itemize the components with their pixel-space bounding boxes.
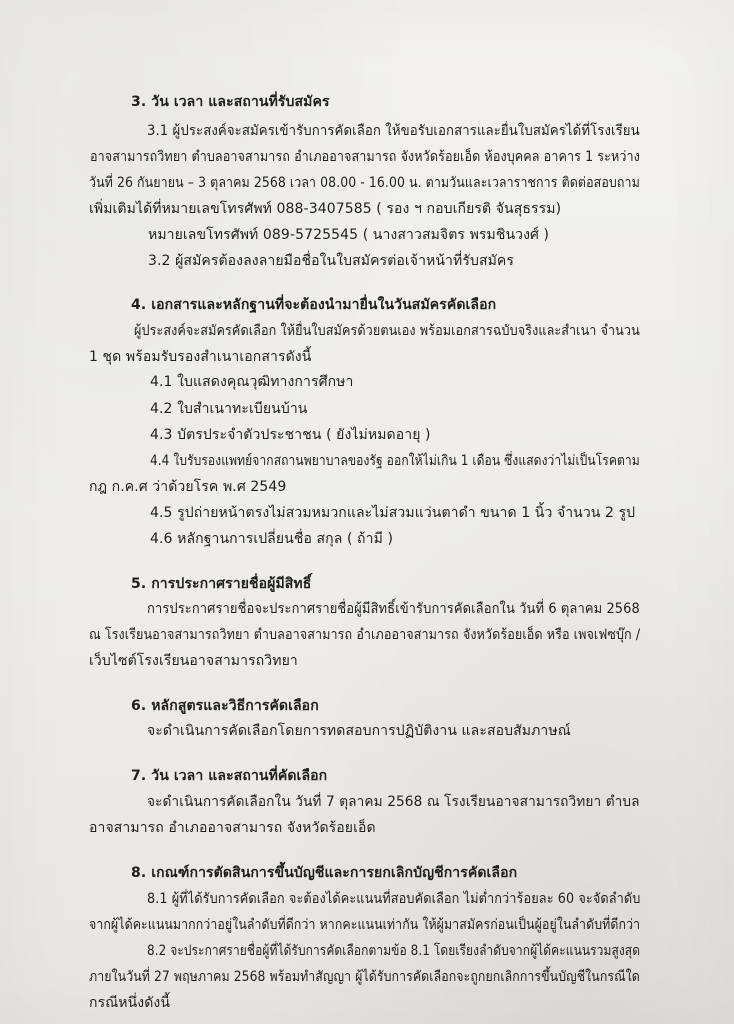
section-4-item-5: 4.5 รูปถ่ายหน้าตรงไม่สวมหมวกและไม่สวมแว่นตาดำ ขนาด 1 นิ้ว จำนวน 2 รูป — [150, 505, 636, 521]
section-8-heading: 8. เกณฑ์การตัดสินการขึ้นบัญชีและการยกเลิกบัญชีการคัดเลือก — [131, 865, 518, 881]
section-3-paragraph-1-line-2: อาจสามารถวิทยา ตำบลอาจสามารถ อำเภออาจสามารถ จังหวัดร้อยเอ็ด ห้องบุคคล อาคาร 1 ระหว่าง — [90, 149, 640, 165]
section-4-item-4-line-1: 4.4 ใบรับรองแพทย์จากสถานพยาบาลของรัฐ ออกให้ไม่เกิน 1 เดือน ซึ่งแสดงว่าไม่เป็นโรคตาม — [150, 453, 640, 469]
section-4-item-3: 4.3 บัตรประจำตัวประชาชน ( ยังไม่หมดอายุ ) — [150, 427, 431, 443]
section-5-line-1: การประกาศรายชื่อจะประกาศรายชื่อผู้มีสิทธิ์เข้ารับการคัดเลือกใน วันที่ 6 ตุลาคม 2568 — [147, 601, 640, 617]
section-7-line-1: จะดำเนินการคัดเลือกใน วันที่ 7 ตุลาคม 2568 ณ โรงเรียนอาจสามารถวิทยา ตำบล — [147, 794, 640, 810]
section-7-heading: 7. วัน เวลา และสถานที่คัดเลือก — [131, 768, 328, 784]
section-4-item-2: 4.2 ใบสำเนาทะเบียนบ้าน — [150, 401, 308, 417]
section-4-intro-line-1: ผู้ประสงค์จะสมัครคัดเลือก ให้ยื่นใบสมัครด้วยตนเอง พร้อมเอกสารฉบับจริงและสำเนา จำนวน — [134, 323, 640, 339]
section-4-heading: 4. เอกสารและหลักฐานที่จะต้องนำมายื่นในวันสมัครคัดเลือก — [131, 297, 497, 313]
section-3-paragraph-1-line-3: วันที่ 26 กันยายน – 3 ตุลาคม 2568 เวลา 08.00 - 16.00 น. ตามวันและเวลาราชการ ติดต่อสอบถาม — [89, 175, 640, 191]
section-8-paragraph-2-line-3: กรณีหนึ่งดังนี้ — [89, 995, 171, 1011]
section-8-paragraph-2-line-1: 8.2 จะประกาศรายชื่อผู้ที่ได้รับการคัดเลือกตามข้อ 8.1 โดยเรียงลำดับจากผู้ได้คะแนนรวมสูงสุด — [147, 943, 641, 959]
section-3-heading: 3. วัน เวลา และสถานที่รับสมัคร — [131, 94, 330, 110]
section-7-line-2: อาจสามารถ อำเภออาจสามารถ จังหวัดร้อยเอ็ด — [89, 820, 376, 836]
section-4-intro-line-2: 1 ชุด พร้อมรับรองสำเนาเอกสารดังนี้ — [89, 349, 312, 365]
section-8-paragraph-1-line-1: 8.1 ผู้ที่ได้รับการคัดเลือก จะต้องได้คะแนนที่สอบคัดเลือก ไม่ต่ำกว่าร้อยละ 60 จะจัดลำดับ — [147, 891, 641, 907]
section-3-paragraph-1-line-4: เพิ่มเติมได้ที่หมายเลขโทรศัพท์ 088-3407585 ( รอง ฯ กอบเกียรติ จันสุธรรม) — [89, 201, 562, 217]
section-4-item-4-line-2: กฎ ก.ค.ศ ว่าด้วยโรค พ.ศ 2549 — [89, 479, 287, 495]
section-4-item-1: 4.1 ใบแสดงคุณวุฒิทางการศึกษา — [150, 374, 354, 390]
section-5-heading: 5. การประกาศรายชื่อผู้มีสิทธิ์ — [131, 576, 312, 592]
section-6-heading: 6. หลักสูตรและวิธีการคัดเลือก — [131, 698, 319, 714]
section-4-item-6: 4.6 หลักฐานการเปลี่ยนชื่อ สกุล ( ถ้ามี ) — [150, 531, 394, 547]
section-6-line-1: จะดำเนินการคัดเลือกโดยการทดสอบการปฏิบัติงาน และสอบสัมภาษณ์ — [147, 723, 571, 739]
section-3-contact-line: หมายเลขโทรศัพท์ 089-5725545 ( นางสาวสมจิตร พรมชินวงศ์ ) — [148, 227, 550, 243]
section-3-paragraph-2: 3.2 ผู้สมัครต้องลงลายมือชื่อในใบสมัครต่อเจ้าหน้าที่รับสมัคร — [148, 253, 515, 269]
section-3-paragraph-1-line-1: 3.1 ผู้ประสงค์จะสมัครเข้ารับการคัดเลือก ให้ขอรับเอกสารและยื่นใบสมัครได้ที่โรงเรียน — [147, 123, 640, 139]
section-5-line-3: เว็บไซต์โรงเรียนอาจสามารถวิทยา — [89, 653, 298, 669]
section-5-line-2: ณ โรงเรียนอาจสามารถวิทยา ตำบลอาจสามารถ อำเภออาจสามารถ จังหวัดร้อยเอ็ด หรือ เพจเฟซบุ๊ก / — [89, 627, 641, 643]
section-8-paragraph-1-line-2: จากผู้ได้คะแนนมากกว่าอยู่ในลำดับที่ดีกว่า หากคะแนนเท่ากัน ให้ผู้มาสมัครก่อนเป็นผู้อยู่ในลำดับที่ดีกว่า — [89, 917, 641, 933]
section-8-paragraph-2-line-2: ภายในวันที่ 27 พฤษภาคม 2568 พร้อมทำสัญญา ผู้ได้รับการคัดเลือกจะถูกยกเลิกการขึ้นบัญชีในกรณีใด — [89, 969, 640, 985]
